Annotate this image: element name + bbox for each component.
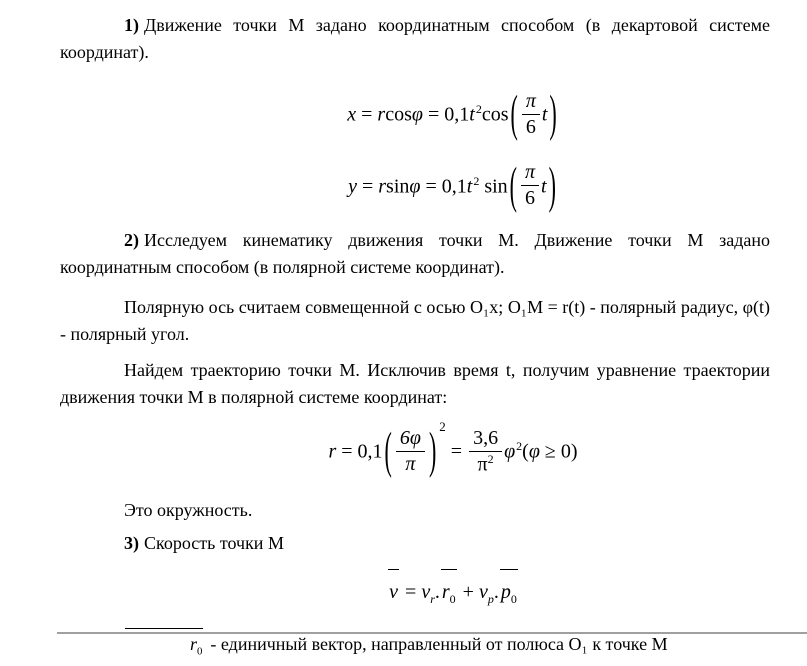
paragraph-1 [60,12,770,66]
paragraph-2 [60,227,770,281]
paragraph-7-text: - единичный вектор, направленный от полюса O₁ к точке М [210,633,668,654]
paragraph-4 [60,357,770,411]
formula-velocity-vector: $v = v_r$. $r_0 + v_p$. $p_0$ [98,569,807,619]
paragraph-6-text: Скорость точки М [144,532,284,553]
item-number-2: 2) [124,230,139,251]
bottom-rule [57,632,807,634]
paragraph-4-text: Найдем траекторию точки М. Исключив время t, получим уравнение траектории движения точки М в полярной системе координат: [60,360,770,408]
paragraph-1-text: Движение точки М задано координатным способом (в декартовой системе координат). [60,15,770,62]
formula-trajectory-polar: r = 0,1( $\frac{6\varphi}{\pi}$ ) $^2$ = $\frac{3,6}{\pi^2}$ $\varphi^2(\varphi \ge 0)$ [328,419,578,479]
paragraph-2-text: Исследуем кинематику движения точки М. Движение точки М задано координатным способом (в полярной системе координат). [60,230,770,278]
paragraph-3-text: Полярную ось считаем совмещенной с осью O₁x; O₁M = r(t) - полярный радиус, φ(t) - полярный угол. [60,297,770,345]
item-number-1: 1) [124,15,139,35]
item-number-3: 3) [124,532,139,553]
formula-y-coordinate: $y = rsin\varphi = 0,1t^2$ sin( $\frac{\pi}{6}$ t) [348,155,556,214]
formula-x-coordinate: $x = rcos\varphi = 0,1t^2\cos$( $\frac{\pi}{6}$ t) [347,84,557,142]
paragraph-6 [60,530,770,557]
vector-r0-symbol: $r_0$ [124,634,204,654]
paragraph-5 [60,497,770,524]
paragraph-5-text: Это окружность. [124,499,253,520]
paragraph-3 [60,294,770,348]
